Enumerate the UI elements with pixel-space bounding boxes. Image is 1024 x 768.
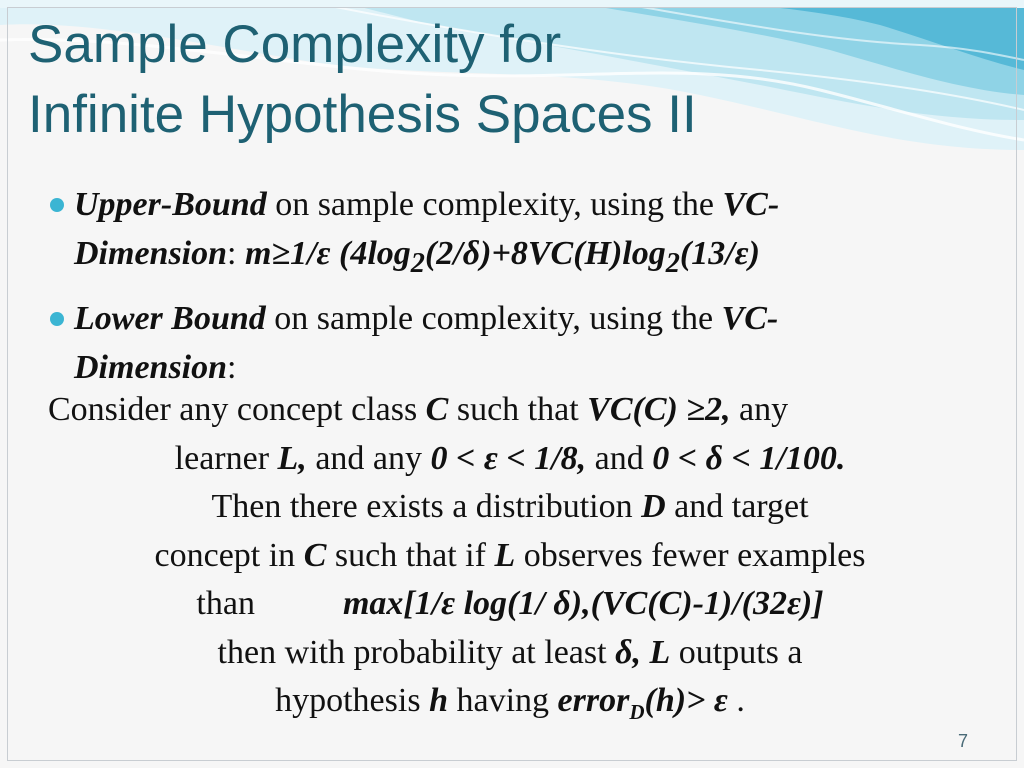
statement-line-5 (30, 580, 990, 629)
text: then with probability at least (217, 633, 616, 671)
bullet1-text: on sample complexity, using the (266, 186, 723, 223)
formula-part-c: (13/ε) (679, 235, 760, 272)
bullet-lower-bound (48, 294, 968, 392)
page-number: 7 (958, 731, 969, 751)
math: L (494, 536, 516, 574)
bullet1-vc: VC- (722, 186, 780, 223)
text: and target (665, 488, 809, 525)
bullet2-vc: VC- (721, 299, 779, 337)
bullet1-colon: : (227, 235, 245, 272)
title-line-1: Sample Complexity for (28, 15, 562, 74)
text: observes fewer examples (515, 536, 866, 574)
title-line-2: Infinite Hypothesis Spaces II (28, 85, 697, 144)
lower-bound-statement (30, 386, 990, 726)
text: any (730, 391, 789, 428)
text: Consider any concept class (48, 391, 426, 428)
text: having (447, 682, 558, 719)
math: (h)> ε (644, 682, 728, 719)
statement-line-7 (30, 677, 990, 726)
math: VC(C) ≥2, (587, 391, 731, 428)
formula-sub-a: 2 (410, 247, 425, 279)
text: than (196, 585, 255, 622)
bullet-dot-icon (50, 198, 64, 212)
statement-line-2 (30, 435, 990, 484)
math: C (303, 536, 327, 574)
math: error (557, 682, 630, 719)
text: learner (174, 439, 278, 477)
statement-line-3 (30, 483, 990, 532)
text: and any (306, 439, 431, 477)
statement-line-6 (30, 629, 990, 678)
term-lower-bound: Lower Bound (74, 299, 266, 337)
math: h (429, 682, 448, 719)
upper-bound-formula (245, 235, 760, 279)
math: 0 < δ < 1/100. (652, 439, 846, 477)
bullet-upper-bound (48, 180, 968, 288)
statement-line-4 (30, 532, 990, 581)
bullet-list (48, 180, 968, 398)
bullet2-text: on sample complexity, using the (265, 299, 722, 337)
text: concept in (154, 536, 304, 574)
bullet1-dimension: Dimension (74, 235, 228, 272)
text: Then there exists a distribution (211, 488, 642, 525)
formula-part-b: (2/δ)+8VC(H)log (424, 235, 666, 272)
text: outputs a (670, 633, 803, 671)
math: C (425, 391, 449, 428)
bullet-dot-icon (50, 312, 64, 326)
math: D (641, 488, 666, 525)
math-sub: D (629, 699, 645, 724)
formula-part-a: m≥1/ε (4log (245, 235, 411, 272)
formula-sub-b: 2 (665, 247, 680, 279)
slide-title (28, 10, 928, 150)
math: L, (277, 439, 307, 477)
bullet2-colon: : (227, 348, 237, 386)
text: and (586, 439, 653, 477)
text: hypothesis (275, 682, 430, 719)
text: such that (448, 391, 588, 428)
statement-line-1 (30, 386, 990, 435)
math: 0 < ε < 1/8, (430, 439, 587, 477)
math: max[1/ε log(1/ δ),(VC(C)-1)/(32ε)] (342, 585, 824, 622)
text: . (727, 682, 745, 719)
math: δ, L (615, 633, 671, 671)
term-upper-bound: Upper-Bound (74, 186, 267, 223)
bullet2-dimension: Dimension (74, 348, 228, 386)
text: such that if (326, 536, 495, 574)
